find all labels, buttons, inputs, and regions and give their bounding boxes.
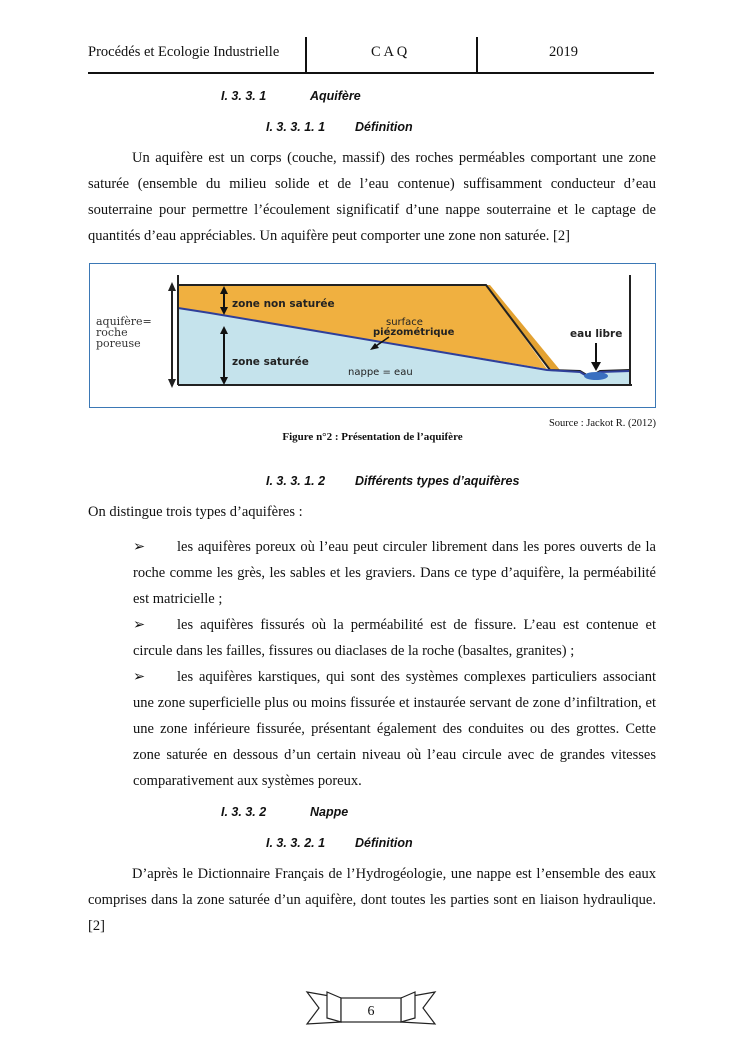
- header-right: 2019: [549, 44, 578, 60]
- aquifer-arrow-up: [168, 282, 176, 291]
- aquifer-arrow-down: [168, 379, 176, 388]
- label-eau-libre: eau libre: [570, 328, 623, 340]
- subsection-heading: [266, 474, 519, 488]
- header-left: Procédés et Ecologie Industrielle: [88, 44, 280, 60]
- section-title: Nappe: [310, 805, 349, 819]
- section-heading: [221, 89, 361, 103]
- label-zone-saturee: zone saturée: [232, 356, 309, 368]
- types-intro: On distingue trois types d’aquifères :: [88, 504, 303, 520]
- figure-source: Source : Jackot R. (2012): [548, 418, 656, 429]
- label-aquifere-3: poreuse: [96, 337, 141, 350]
- section-number: I. 3. 3. 1. 1: [266, 120, 326, 134]
- ribbon-icon: [305, 988, 437, 1030]
- free-water: [584, 372, 608, 380]
- list-item-text: les aquifères poreux où l’eau peut circuler librement dans les pores ouverts de la roche comme les grès, les sables et les graviers. Dans ce type d’aquifère, la perméabilité est matricielle ;: [133, 539, 656, 607]
- page-number-banner: [305, 988, 437, 1030]
- aquifer-diagram: [89, 263, 656, 408]
- list-item-text: les aquifères fissurés où la perméabilité est de fissure. L’eau est contenue et circule dans les failles, fissures ou diaclases de la roche (basaltes, granites) ;: [133, 617, 656, 659]
- label-aquifere-1: aquifère=: [96, 315, 152, 328]
- list-item: [133, 612, 656, 664]
- section-title: Différents types d’aquifères: [355, 474, 520, 488]
- aquifer-diagram-svg: [90, 264, 656, 408]
- section-title: Aquifère: [310, 89, 361, 103]
- section-number: I. 3. 3. 2. 1: [266, 836, 326, 850]
- header-divider: [476, 37, 478, 73]
- label-aquifere-2: roche: [96, 326, 128, 339]
- section-number: I. 3. 3. 2: [221, 805, 267, 819]
- label-surface-1: surface: [386, 317, 423, 328]
- page-header: [0, 0, 745, 80]
- section-title: Définition: [355, 836, 413, 850]
- section-title: Définition: [355, 120, 413, 134]
- aquifer-types-list: [133, 534, 656, 794]
- section-heading: [221, 805, 348, 819]
- subsection-heading: [266, 836, 413, 850]
- header-rule: [88, 72, 654, 74]
- list-item: [133, 534, 656, 612]
- label-surface-2: piézométrique: [373, 327, 455, 338]
- subsection-heading: [266, 120, 413, 134]
- figure-caption: Figure n°2 : Présentation de l’aquifère: [282, 431, 463, 443]
- paragraph-nappe-definition: D’après le Dictionnaire Français de l’Hydrogéologie, une nappe est l’ensemble des eaux comprises dans la zone saturée d’un aquifère, dont toutes les parties sont en liaison hydraulique. [2]: [88, 866, 656, 934]
- label-nappe: nappe = eau: [348, 367, 413, 378]
- page-number: 6: [367, 1004, 375, 1019]
- label-zone-non-saturee: zone non saturée: [232, 298, 335, 310]
- header-divider: [305, 37, 307, 73]
- bullet-arrow-icon: ➢: [133, 617, 146, 633]
- bullet-arrow-icon: ➢: [133, 669, 146, 685]
- list-item-text: les aquifères karstiques, qui sont des systèmes complexes particuliers associant une zone superficielle plus ou moins fissurée et instaurée servant de zone d’infiltration, et une zone inférieure fissurée, présentant également des conduites ou des grottes. Cette zone saturée en dessous d’un certain niveau où l’eau circule avec de grandes vitesses comparativement aux systèmes poreux.: [133, 669, 656, 789]
- bullet-arrow-icon: ➢: [133, 539, 146, 555]
- list-item: [133, 664, 656, 794]
- eau-libre-arrow-head: [591, 362, 601, 371]
- section-number: I. 3. 3. 1: [221, 89, 267, 103]
- section-number: I. 3. 3. 1. 2: [266, 474, 326, 488]
- paragraph-aquifere-definition: Un aquifère est un corps (couche, massif) des roches perméables comportant une zone saturée (ensemble du milieu solide et de l’eau contenue) suffisamment conducteur d’eau souterraine pour permettre l’écoulement significatif d’une nappe souterraine et le captage de quantités d’eau appréciables. Un aquifère peut comporter une zone non saturée. [2]: [88, 150, 656, 244]
- header-center: C A Q: [371, 44, 408, 60]
